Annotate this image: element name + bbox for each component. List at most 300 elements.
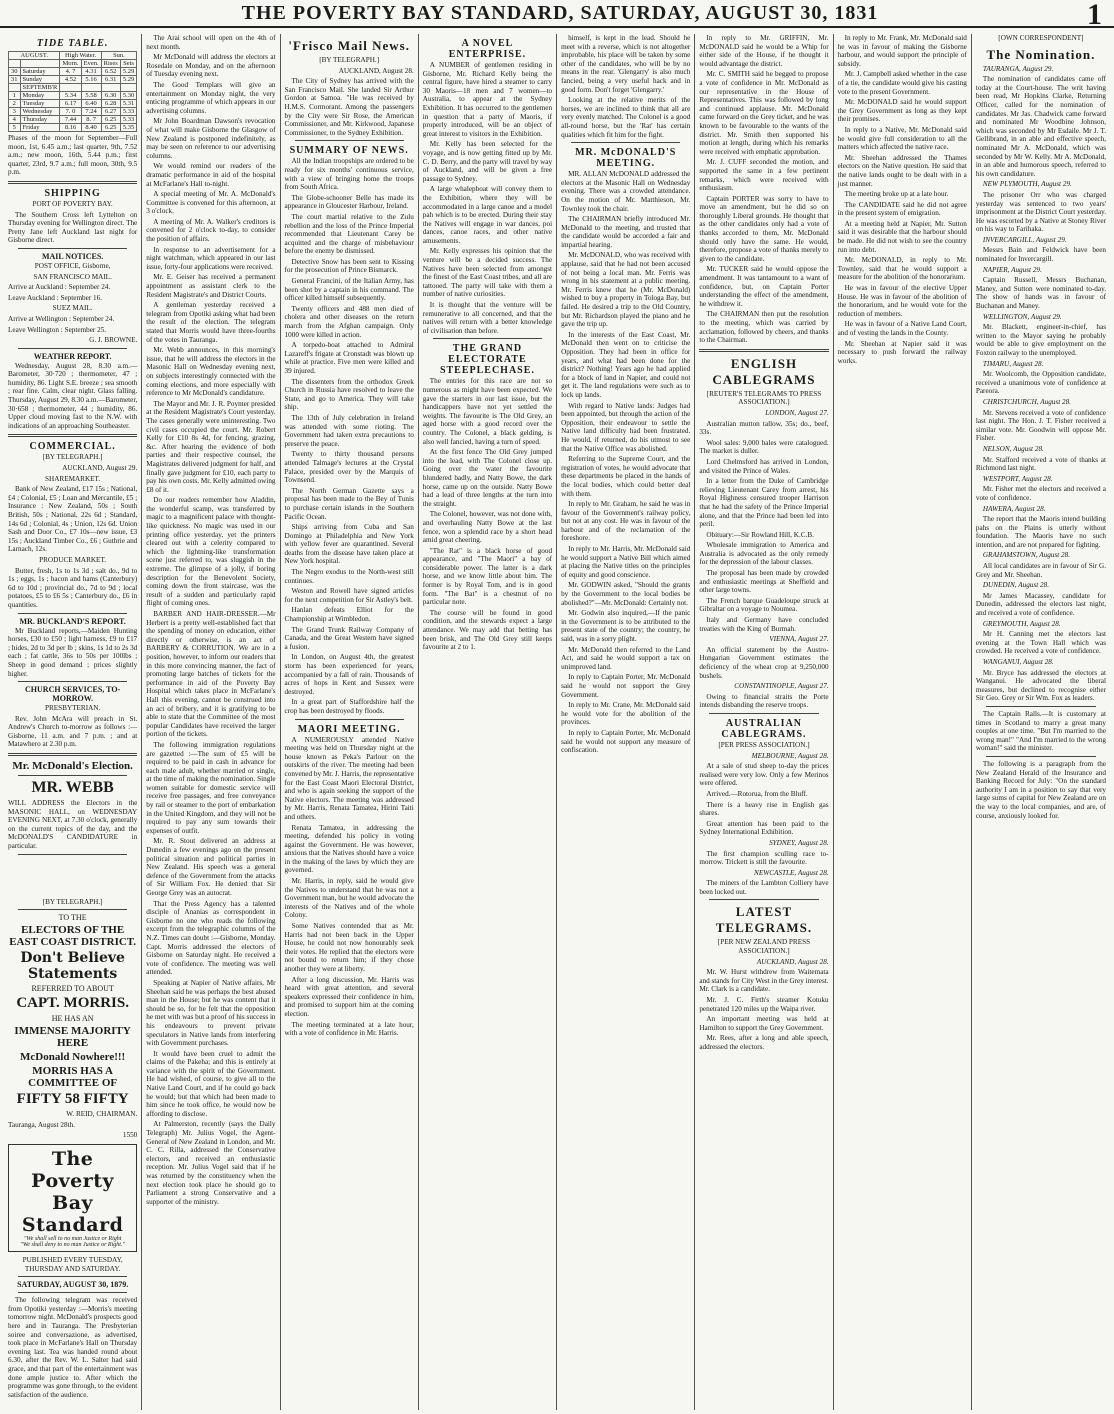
column-4 xyxy=(419,34,557,1410)
maori-paragraph: Some Natives contended that as Mr. Harris had not been back in the Upper House, he could not now honourably seek their votes. He replied that the electors were not bound to return him; if they chose another they were at liberty. xyxy=(284,922,414,973)
tide-cell: 6.52 xyxy=(101,68,120,76)
motto-1: "We shall sell to no man Justice or Right xyxy=(23,1236,122,1242)
telegram-text: Captain Russell, Messrs Buchanan, Maney, and Sutton were nominated to-day. The show of hands was in favour of Buchanan and Maney. xyxy=(975,276,1106,311)
tide-cell: 6.25 xyxy=(101,116,120,124)
nomination-date: TAURANGA, August 29. xyxy=(982,64,1054,73)
own-correspondent: [OWN CORRESPONDENT] xyxy=(998,34,1084,42)
news-paragraph: In reply to Mr. Frank, Mr. McDonald said he was in favour of making the Gisborne harbour, and would support the principle of subsidy. xyxy=(837,34,967,68)
lead-text: The following telegram was received from Opotiki yesterday :—Morris's meeting tomorrow night. McDonald's prospects good here and in Tauranga. The Presbyterian soiree and conversazione, as advertised, took place in McFarlane's Hall on Thursday evening last. Tea was handed round about 6.30, after the Rev. W. L. Salter had said grace, and that part of the entertainment was done ample justice to. After which the programme was gone through, to the evident satisfaction of the audience. xyxy=(8,1296,138,1399)
aus-cable-item: SYDNEY, August 28. xyxy=(769,838,829,847)
commercial-text2: Butter, fresh, 1s to 1s 3d ; salt do., 9d to 1s ; eggs, 1s ; bacon and hams (Canterbury) 6d to 10d ; provincial do., 7d to 9d ; local potatoes, £5 to £6 5s ; Canterbury do., £6 in quantities. xyxy=(8,566,138,609)
latest-item: An important meeting was held at Hamilton to support the Grey Government. xyxy=(699,1015,829,1032)
nomination-heading: The Nomination. xyxy=(986,46,1096,62)
capt-morris: CAPT. MORRIS. xyxy=(16,995,129,1012)
tide-cell: 8. 7 xyxy=(81,116,101,124)
weather-text: Wednesday, August 28, 8.30 a.m.—Barometer, 30·720 ; thermometer, 47 ; humidity, 86. Light S.E. breeze ; sea smooth ; rear fine. Calm, clear night. Glass falling. Thursday, August 29, 8.30 a.m.—Barometer, 30·658 ; thermometer, 44 ; humidity, 86. Upper cloud moving fast to the N.W. with indications of an approaching Southeaster. xyxy=(8,361,138,430)
english-cable-item: The French barque Guadeloupe struck at Gibraltar on a voyage to Noumea. xyxy=(699,596,829,614)
tide-cell: 5.58 xyxy=(81,92,101,100)
novel-paragraph: Mr. Kelly expresses his opinion that the venture will be a decided success. The Natives have been selected from amongst the finest of the East Coast tribes, and all are tattooed. The party will take with them a number of native curiosities. xyxy=(422,247,553,299)
tide-subhead-cell: Even. xyxy=(81,60,101,68)
summary-item: The court martial relative to the Zulu rebellion and the loss of the Prince Imperial recommended that Lieutenant Carey be acquitted and the charge of misbehaviour before the enemy be dismissed. xyxy=(284,212,414,256)
telegram-text: Mr. Blackett, engineer-in-chief, has written to the Mayor saying he probably would be able to give employment on the Foxton railway to the unemployed. xyxy=(975,323,1106,357)
mail-sub1: POST OFFICE, Gisborne, xyxy=(34,261,111,270)
english-cable-heading: ENGLISH CABLEGRAMS xyxy=(712,355,816,387)
column-3 xyxy=(281,34,419,1410)
meeting-paragraph: In reply to Mr. Graham, he said he was in favour of the Government's railway policy, but not at any cost. He was in favour of the harbour and of the reclamation of the foreshore. xyxy=(561,500,691,543)
aus-cable-item: There is a heavy rise in English gas shares. xyxy=(699,800,829,818)
column-6 xyxy=(695,34,833,1410)
mail-heading: MAIL NOTICES. xyxy=(41,251,104,261)
telegram-date: DUNEDIN, August 28. xyxy=(982,581,1050,590)
tide-cell: 5.33 xyxy=(120,108,136,116)
news-paragraph: A special meeting of Mr. A. McDonald's Committee is convened for this afternoon, at 3 o'clock. xyxy=(146,190,276,216)
tide-cell: 5.34 xyxy=(60,92,81,100)
shipping-heading: SHIPPING xyxy=(44,187,101,199)
col5-top xyxy=(561,34,690,139)
news-paragraph: At Palmerston, recently (says the Daily Telegraph) Mr. Julius Vogel, the Agent-General of New Zealand in London, and Mr. C. C. Rilla, addressed the Conservative electors, and received an enthusiastic reception. Mr. Julius Vogel said that if he was returned by the constituency when the next election took place he should go to Parliament a strong Conservative and a supporter of the ministry. xyxy=(146,1120,276,1206)
english-cable-item: Italy and Germany have concluded treaties with the King of Burmah. xyxy=(699,616,829,633)
grand-paragraph: "The Rat" is a black horse of good appearance, and "The Maori" a bay of considerable power. The latter is a dark horse, and we know little about him. The former is by Royal Tom, and is in good form. "The Bat" is a chestnut of no particular note. xyxy=(422,546,553,607)
nameplate-title: The Poverty Bay Standard xyxy=(21,1148,124,1236)
aus-cable-item: The first champion sculling race to-morrow. Trickett is still the favourite. xyxy=(699,849,829,867)
commercial-sub2: PRODUCE MARKET. xyxy=(39,555,107,564)
frisco-text: The City of Sydney has arrived with the San Francisco Mail. She landed Sir Arthur Gordon at Samoa. "He was received by H.M.S. Cormorant. Among the passengers by the City were Sir Rose, the American Commissioner, and Mr. Kirkwood, Japanese Commissioner, to the Sydney Exhibition. xyxy=(284,77,414,137)
mail-text4: Leave Wellington : September 25. xyxy=(8,325,107,334)
tide-cell: 5.16 xyxy=(81,76,101,84)
page-number: 1 xyxy=(1087,0,1102,31)
meeting-paragraph: The CHAIRMAN briefly introduced Mr. McDonald to the meeting, and trusted that the candidate would be accorded a fair and impartial hearing. xyxy=(561,215,691,249)
summary-item: The Negro exodus to the North-west still continues. xyxy=(284,568,414,585)
latest-sub: [PER NEW ZEALAND PRESS ASSOCIATION.] xyxy=(717,938,811,956)
column-7 xyxy=(834,34,972,1410)
frisco-date: AUCKLAND, August 28. xyxy=(338,66,414,75)
aus-cable-sub: [PER PRESS ASSOCIATION.] xyxy=(718,740,810,749)
tide-cell: 7.44 xyxy=(60,116,81,124)
telegram-date: NEW PLYMOUTH, August 29. xyxy=(982,180,1072,189)
maori-paragraph: Renata Tamatea, in addressing the meeting, defended his policy in voting against the Government. He was however, anxious that the Natives should have a voice in the making of the laws by which they are governed. xyxy=(284,823,414,875)
tide-cell xyxy=(120,84,136,92)
tide-cell: Sunday xyxy=(20,76,60,84)
tide-cell: 5 xyxy=(9,124,21,132)
race-paragraph: himself, is kept in the lead. Should he meet with a reverse, which is not altogether improbable, his place will be taken by some other of the candidates, who will be by no means in the rear. 'Glengarry' is also much fancied, being a very useful hack and in good form. Don't forget 'Glengarry.' xyxy=(561,34,691,94)
meeting-paragraph: Referring to the Supreme Court, and the registration of votes, he would advocate that these departments be placed in the hands of the local bodies, which could better deal with them. xyxy=(561,455,691,498)
tide-cell: 6.25 xyxy=(101,124,120,132)
tide-table xyxy=(8,51,137,132)
telegram-text: All local candidates are in favour of Sir G. Grey and Mr. Sheehan. xyxy=(975,562,1106,579)
tide-cell: 3 xyxy=(9,108,21,116)
dateline: Tauranga, August 28th. xyxy=(8,1120,75,1129)
motto-2: "We shall deny to no man Justice or Right." xyxy=(20,1242,125,1248)
grand-list xyxy=(423,377,552,651)
column-8 xyxy=(972,34,1110,1410)
summary-item: General Francini, of the Italian Army, has been shot by a captain in his command. The officer killed himself subsequently. xyxy=(284,277,414,303)
summary-item: In London, on August 4th, the greatest storm has been experienced for years, accompanied by a fall of rain. Thousands of acres of hops in Kent and Sussex were destroyed. xyxy=(284,653,414,696)
telegram-text: The prisoner Orr who was charged yesterday was sentenced to two years' imprisonment at the District Court yesterday. He was escorted by a Native at Stoney River on his way to Farihaka. xyxy=(975,190,1106,234)
english-cable-item: Obituary:—Sir Rowland Hill, K.C.B. xyxy=(706,530,814,539)
english-cable-item: Wool sales: 9,000 bales were catalogued. The market is duller. xyxy=(699,438,829,456)
grand-heading: THE GRAND ELECTORATE STEEPLECHASE. xyxy=(439,343,535,377)
news-paragraph: Mr. E. Geiser has received a permanent appointment as assistant clerk to the Resident Magistrate's and District Courts. xyxy=(146,273,276,299)
english-cable-item: LONDON, August 27. xyxy=(765,408,829,417)
english-cable-item: VIENNA, August 27. xyxy=(769,635,829,644)
webb-heading: MR. WEBB xyxy=(31,779,114,797)
tide-subhead-cell xyxy=(20,60,60,68)
news-paragraph: He was in favour of a Native Land Court, and of vesting the lands in the County. xyxy=(837,320,967,337)
telegram-date: NELSON, August 28. xyxy=(982,444,1044,453)
tide-subhead-cell: Morn. xyxy=(60,60,81,68)
news-paragraph: That the Press Agency has a talented disciple of Ananias as correspondent in Gisborne no one who reads the following excerpt from the telegraphic columns of the N.Z. Times can doubt :—Gisborne, Monday. Capt. Morris addressed the electors of Gisborne on Saturday night. He received a vote of confidence. The meeting was well attended. xyxy=(146,899,276,977)
maori-paragraph: A NUMEROUSLY attended Native meeting was held on Thursday night at the house known as Peka's Parlour on the outskirts of the river. The meeting had been convened by Mr. J. Harris, the representative for the East Coast Maori Electoral District, and who is again seeking the support of the Native electors. The meeting was addressed by Mr. Harris, Renata Tamatea, Hirini Taiti and others. xyxy=(284,735,414,821)
masthead xyxy=(0,0,1114,31)
meeting-paragraph: In reply to Mr. Crane, Mr. McDonald said he would vote for the abolition of the provinces. xyxy=(561,701,691,727)
tide-cell: 1 xyxy=(9,92,21,100)
telegram-date: TIMARU, August 28. xyxy=(982,359,1044,368)
maori-heading: MAORI MEETING. xyxy=(297,723,401,735)
english-cable-item: An official statement by the Austro-Hungarian Government estimates the deficiency of the wheat crop at 9,250,000 bushels. xyxy=(699,645,829,680)
meeting-paragraph: In reply to Captain Porter, Mr. McDonald said he would not support the Grey Government. xyxy=(561,673,691,699)
tide-head-sun: Sun. xyxy=(101,52,137,60)
mail-signature: G. J. BROWNE. xyxy=(89,336,138,345)
novel-list xyxy=(423,61,552,335)
tide-cell xyxy=(9,84,21,92)
latest-item: Mr. W. Hurst withdrew from Waitemata and stands for City West in the Grey interest. Mr. Clark is a candidate. xyxy=(699,968,829,994)
maori-list xyxy=(285,736,414,1038)
news-paragraph: The Good Templars will give an entertainment on Monday night, the very enticing programme of which appears in our advertising columns. xyxy=(146,80,276,115)
summary-item: The Grand Trunk Railway Company of Canada, and the Great Western have signed a fusion. xyxy=(284,625,414,651)
tide-subhead-cell: Sets xyxy=(120,60,136,68)
aus-cable-item: MELBOURNE, August 28. xyxy=(751,751,829,760)
tide-row xyxy=(9,108,137,116)
aus-cable-item: Arrived.—Rotorua, from the Bluff. xyxy=(706,789,808,798)
meeting-paragraph: MR. ALLAN McDONALD addressed the electors at the Masonic Hall on Wednesday evening. There was a crowded attendance. On the motion of Mr. Matthieson, Mr. Townley took the chair. xyxy=(561,170,691,213)
tide-cell: 4.31 xyxy=(81,68,101,76)
news-paragraph: Mr. Sheehan at Napier said it was necessary to push forward the railway works. xyxy=(837,339,967,365)
latest-heading: LATEST TELEGRAMS. xyxy=(715,904,813,936)
mail-sub3: SUEZ MAIL. xyxy=(52,304,93,313)
church-sub: PRESBYTERIAN. xyxy=(44,704,101,713)
telegram-text: Mr. Bryce has addressed the electors at Wanganui. He advocated the liberal measures, but declined to recognise either Sir Geo. Grey or Sir Wm. Fox as leaders. xyxy=(975,668,1106,703)
mail-text3: Arrive at Wellington : September 24. xyxy=(8,314,115,323)
tide-cell: 5.35 xyxy=(120,124,136,132)
meeting-heading: MR. McDONALD'S MEETING. xyxy=(575,147,677,170)
news-paragraph: A meeting of Mr. A. Walker's creditors is convened for 2 o'clock to-day, to consider the position of affairs. xyxy=(146,217,276,244)
tide-cell: 5.31 xyxy=(120,100,136,108)
meeting-list xyxy=(561,170,690,755)
news-paragraph: A gentleman yesterday received a telegram from Opotiki asking what had been the result of the election. The telegram stated that Morris would have three-fourths of the votes in Tauranga. xyxy=(146,301,276,344)
grand-paragraph: The Colonel, however, was not done with, and overhauling Natty Bowe at the last fence, won a splendid race by a short head amid great cheering. xyxy=(422,510,553,545)
tide-cell: 6.28 xyxy=(101,100,120,108)
english-cable-item: In a letter from the Duke of Cambridge relieving Lieutenant Carey from arrest, his Royal Highness censured trooper Harrison that he had the safety of the Prince Imperial alone, and that the Prince had been led into peril. xyxy=(699,477,829,529)
meeting-paragraph: In the interests of the East Coast, Mr. McDonald then went on to criticise the Opposition. They had been in office for years, and what had been done for the district? Nothing! Years ago he had applied for a block of land in Napier, and could not get it. The land regulations were such as to lock up lands. xyxy=(561,330,691,399)
grand-paragraph: At the first fence The Old Grey jumped into the lead, with The Colonel close up. Going over the water the favourite blundered badly, and Natty Bowe, the dark horse, came up on the outside. Natty Bowe had a lead of three lengths at the turn into the straight. xyxy=(422,448,553,508)
tide-cell: 31 xyxy=(9,76,21,84)
summary-item: Weston and Rowell have signed articles for the next competition for Sir Astley's belt. xyxy=(284,587,414,604)
telegram-date: WESTPORT, August 28. xyxy=(982,474,1053,483)
tide-cell: 4 xyxy=(9,116,21,124)
tide-cell: Monday xyxy=(20,92,60,100)
meeting-paragraph: Mr. Godwin also inquired,—If the panic in the Government is to be attributed to the present state of the country; the country, he said, was in a sorry plight. xyxy=(561,609,691,643)
race-paragraph: Looking at the relative merits of the horses, we are inclined to think that all are very evenly matched. The Colonel is a good all-round horse, but the 'Rat' has certain qualities which fit him for the fight. xyxy=(561,96,691,139)
telegram-text: Mr H. Canning met the electors last evening at the Town Hall which was crowded. He received a vote of confidence. xyxy=(975,630,1106,656)
summary-heading: SUMMARY OF NEWS. xyxy=(289,145,409,157)
telegram-text: Mr. Fisher met the electors and received a vote of confidence. xyxy=(975,485,1106,502)
shipping-subheading: PORT OF POVERTY BAY. xyxy=(32,199,113,208)
maori-paragraph: The meeting terminated at a late hour, with a vote of confidence in Mr. Harris. xyxy=(284,1020,414,1038)
latest-list xyxy=(699,958,828,1052)
commercial-by: [BY TELEGRAPH.] xyxy=(42,453,103,462)
tide-cell: 6.40 xyxy=(81,100,101,108)
tide-cell: Wednesday xyxy=(20,108,60,116)
frisco-heading: 'Frisco Mail News. xyxy=(288,38,410,53)
tide-cell xyxy=(81,84,101,92)
telegram-text: Mr. Stevens received a vote of confidence last night. The Hon. J. T. Fisher received a similar vote. Mr. Goodwin will oppose Mr. Fisher. xyxy=(975,408,1106,443)
aus-cable-item: The miners of the Lambton Colliery have been locked out. xyxy=(699,879,829,896)
tide-cell: 30 xyxy=(9,68,21,76)
tide-row xyxy=(9,68,137,76)
english-cable-item: Wholesale immigration to America and Australia is advocated as the only remedy for the depression of the labour classes. xyxy=(699,541,829,567)
nameplate xyxy=(8,1144,137,1252)
mcdonald-nowhere: McDonald Nowhere!!! xyxy=(20,1051,126,1064)
summary-item: Twenty to thirty thousand persons attended Talmage's lectures at the Crystal Palace, presided over by the Marquis of Townsend. xyxy=(284,450,414,485)
commercial-heading: COMMERCIAL. xyxy=(29,441,116,453)
tide-note: Phases of the moon for September—Full moon, 1st, 6.45 a.m.; last quarter, 9th, 7.52 a.m.; new moon, 16th, 5.44 p.m.; first quarter, 23rd, 9.7 a.m.; full moon, 30th, 9.5 p.m. xyxy=(8,134,138,177)
novel-paragraph: Mr. Kelly has been selected for the voyage, and is now getting fitted up by Mr. C. D. Berry, and the party will travel by way of Auckland, and will be given a free passage to Sydney. xyxy=(422,140,553,183)
summary-list xyxy=(285,157,414,715)
tide-head-water: High Water. xyxy=(60,52,101,60)
col8-items xyxy=(976,180,1106,820)
electors-heading: ELECTORS OF THE EAST COAST DISTRICT. xyxy=(9,924,137,949)
news-paragraph: The following immigration regulations are gazetted :—The sum of £5 will be required to be paid in cash in advance for each male adult, whether married or single, at the time of making the nomination. Single women suitable for domestic service will receive free passages, and free conveyance by rail or steamer to the port of embarkation in the United Kingdom, and they will not be required to pay any sum towards their expenses of outfit. xyxy=(146,740,276,835)
columns xyxy=(4,34,1110,1410)
news-paragraph: Mr McDonald will address the electors at Rosedale on Monday, and on the afternoon of Tuesday evening next. xyxy=(146,53,276,79)
maori-paragraph: Mr. Harris, in reply, said he would give the Natives to understand that he was not a Government man, but he would advocate the interests of the Natives and of the whole Colony. xyxy=(284,877,414,920)
tide-cell: 7. 0 xyxy=(60,108,81,116)
english-cable-item: The proposal has been made by crowded and enthusiastic meetings at Sheffield and other large towns. xyxy=(699,569,829,595)
news-paragraph: Mr. R. Stout delivered an address at Dunedin a few evenings ago on the present political situation and political parties in New Zealand. His speech was a general defence of the Government from the attacks of Sir William Fox. He denied that Sir George Grey was an autocrat. xyxy=(146,837,276,897)
masthead-title: THE POVERTY BAY STANDARD, SATURDAY, AUGUST 30, 1831 xyxy=(241,2,879,24)
committee: MORRIS HAS A COMMITTEE OF xyxy=(28,1065,118,1090)
telegram-date: GRAHAMSTOWN, August 28. xyxy=(982,551,1071,560)
meeting-paragraph: Mr. McDonald then referred to the Land Act, and said he would support a tax on unimproved land. xyxy=(561,645,691,671)
telegram-text: Mr. Woolcomb, the Opposition candidate, received a unanimous vote of confidence at Pareora. xyxy=(975,370,1106,396)
tide-title: TIDE TABLE. xyxy=(36,38,109,49)
news-paragraph: The Mayor and Mr. J. R. Poynter presided at the Resident Magistrate's Court yesterday. The cases generally were uninteresting. Two civil cases occupied the court. Mr. Robert Kelly for £10 8s 4d, for fencing, grazing, &c. After hearing the evidence of both parties and their respective counsel, the Magistrates delivered judgment for half, and finally gave judgment for £10, each party to pay his own costs. Mr. Kelly admitted owing £8 of it. xyxy=(146,399,276,494)
telegram-date: NAPIER, August 29. xyxy=(982,265,1042,274)
news-paragraph: He was in favour of the elective Upper House. He was in favour of the abolition of the honorarium, and he would vote for the reduction of members. xyxy=(837,284,967,318)
aus-cable-item: NEWCASTLE, August 28. xyxy=(754,868,829,877)
tide-cell: 5.29 xyxy=(120,68,136,76)
tide-row xyxy=(9,116,137,124)
tide-row xyxy=(9,124,137,132)
news-paragraph: We would remind our readers of the dramatic performance in aid of the hospital at McFarlane's Hall to-night. xyxy=(146,162,276,188)
referred: REFERRED TO ABOUT xyxy=(31,984,114,994)
tide-cell: Friday xyxy=(20,124,60,132)
aus-cable-item: Great attention has been paid to the Sydney International Exhibition. xyxy=(699,819,829,837)
tide-cell: 8.16 xyxy=(60,124,81,132)
news-paragraph: Mr. Sheehan addressed the Thames electors on the Native question. He said that the native lands ought to be dealt with in a just manner. xyxy=(837,153,967,188)
english-cable-item: Australian mutton tallow, 35s; do., beef, 33s. xyxy=(699,419,829,437)
english-cable-item: CONSTANTINOPLE, August 27. xyxy=(734,682,829,691)
telegram-text: Mr. Stafford received a vote of thanks at Richmond last night. xyxy=(975,455,1106,473)
tide-row xyxy=(9,76,137,84)
aus-cable-item: At a sale of stud sheep to-day the prices realised were very low. Only a few Merinos were offered. xyxy=(699,762,829,788)
tide-cell: Saturday xyxy=(20,68,60,76)
nomination-text: The nomination of candidates came off today at the Court-house. The writ having been read, Mr Hopkins Clarke, Returning Officer, called for the nomination of candidates. Mr Jas. Chadwick came forward and nominated Mr Woodbine Johnson, which was seconded by Mr Esdaile. Mr J. T. Gellibrand, in an able and effective speech, nominated Mr A. McDonald, which was seconded by Mr W. Kelly. Mr A. McDonald, in an able and humorous speech, referred to his own candidature. xyxy=(975,75,1106,178)
summary-item: Twenty officers and 488 men died of cholera and other diseases on the return march from the Afghan campaign. Only 1000 were killed in action. xyxy=(284,304,414,339)
grand-paragraph: The entries for this race are not so numerous as might have been expected. We gave the starters in our last issue, but the handicappers have not yet settled the weights. The favourite is The Old Grey, an aged horse with a good record over the country. The Colonel, a black gelding, is also well fancied, having a turn of speed. xyxy=(422,377,553,446)
news-paragraph: Mr. McDONALD said he would support the Grey Government as long as they kept their promises. xyxy=(837,98,967,124)
meeting-paragraph: Mr. TUCKER said he would oppose the amendment. It was tantamount to a want of confidence, but, on Captain Porter understanding the effect of the amendment, he withdrew it. xyxy=(699,265,829,308)
tide-row xyxy=(9,92,137,100)
webb-text: WILL ADDRESS the Electors in the MASONIC HALL, on WEDNESDAY EVENING NEXT, at 7.30 o'clock, generally on the current topics of the day, and the McDONALD'S CANDIDATURE in particular. xyxy=(8,799,138,851)
mail-sub2: SAN FRANCISCO MAIL. xyxy=(33,272,112,281)
commercial-text1: Bank of New Zealand, £17 15s ; National, £4 ; Colonial, £5 ; Loan and Mercantile, £5 ; Insurance : New Zealand, 50s ; South British, 50s ; National, 22s 6d ; Standard, 14s 6d ; Colonial, 4s ; Union, 12s 6d. Union Sash and Door Co., £7 10s—new issue, £3 15s ; Auckland Timber Co., £6 ; Guthrie and Larnach, 12s. xyxy=(8,485,138,554)
tide-cell: 6.27 xyxy=(101,108,120,116)
church-text: Rev. John McAra will preach in St. Andrew's Church to-morrow as follows :—Gisborne, 11 a.m. and 7 p.m. ; and at Matawhero at 2.30 p.m. xyxy=(8,714,138,749)
telegram-date: GREYMOUTH, August 28. xyxy=(982,619,1061,628)
tide-cell: 5.30 xyxy=(120,92,136,100)
aus-cable-list xyxy=(699,752,828,897)
meeting-paragraph: The CHAIRMAN then put the resolution to the meeting, which was carried by acclamation, followed by cheers, and thanks to the Chairman. xyxy=(699,310,829,345)
telegraph-note: [BY TELEGRAPH.] xyxy=(42,897,103,906)
meeting-paragraph: In reply to Mr. GRIFFIN, Mr. McDONALD said he would be a Whip for either side of the House, if he thought it would advantage the district. xyxy=(699,34,829,68)
mail-text1: Arrive at Auckland : September 24. xyxy=(8,283,111,292)
column-1 xyxy=(4,34,142,1410)
summary-item: A torpedo-boat attached to Admiral Lazareff's frigate at Cronstadt was blown up while at practice. Five men were killed and 39 injured. xyxy=(284,341,414,375)
news-paragraph: At a meeting held at Napier, Mr. Sutton said it was desirable that the harbour should be made. He did not wish to see the country run into debt. xyxy=(837,219,967,254)
telegram-text: The following is a paragraph from the New Zealand Herald of the Insurance and Banking Record for July: "On the standard authority I am in a position to say that very large sums of capital for New Zealand are on the way to the local companies, and are, of course, anxiously looked for. xyxy=(975,759,1106,820)
summary-item: All the Indian troopships are ordered to be ready for six months' continuous service, with a view of bringing home the troops from South Africa. xyxy=(284,157,414,192)
summary-item: The Globe-schooner Belle has made its appearance in Gloucester Harbour, Ireland. xyxy=(284,193,414,211)
novel-paragraph: It is thought that the venture will be remunerative to all concerned, and that the natives will return with a better knowledge of civilisation than before. xyxy=(422,301,553,335)
tide-cell: 6.31 xyxy=(101,76,120,84)
tide-subhead-row xyxy=(9,60,137,68)
tide-body xyxy=(9,68,137,132)
column-5 xyxy=(557,34,695,1410)
news-paragraph: Speaking at Napier of Native affairs, Mr Sheehan said he was perhaps the best abused man in the House; but he was content that it should be so, for he felt that the opposition he met with was but a proof of his success in his endeavours to prevent private speculators in Native lands from interfering with Government purchases. xyxy=(146,978,276,1048)
summary-item: Hanlan defeats Elliot for the Championship at Wimbledon. xyxy=(284,606,414,624)
meeting-paragraph: In reply to Captain Porter, Mr. McDonald said he would not support any measure of confiscation. xyxy=(561,728,691,755)
frisco-by: [BY TELEGRAPH.] xyxy=(319,56,380,64)
tide-cell: 8.40 xyxy=(81,124,101,132)
meeting-paragraph: With regard to Native lands: Judges had been appointed, but through the action of the Opposition, their endeavour to settle the Native land difficulty had been frustrated. He would, if returned, do his utmost to see that the Native Office was abolished. xyxy=(561,401,691,453)
election-heading: Mr. McDonald's Election. xyxy=(12,760,133,773)
tide-subhead-cell: Rises xyxy=(101,60,120,68)
meeting-paragraph: Captain PORTER was sorry to have to move an amendment, but he did so on thoroughly Liberal grounds. He thought that as the other candidates only had a vote of thanks accorded to them, Mr. McDonald should only have the same. He would, therefore, propose a vote of thanks merely to given to the candidate. xyxy=(699,194,829,263)
fifty: FIFTY 58 FIFTY xyxy=(16,1091,129,1108)
meeting-paragraph: Mr. GODWIN asked, "Should the grants by the Government to the local bodies be abolished?"—Mr. McDonald: Certainly not. xyxy=(561,581,691,607)
tide-row xyxy=(9,84,137,92)
news-paragraph: Do our readers remember how Aladdin, the wonderful scamp, was transferred by magic to a magnificent palace with thought-like quickness. No magic was used in our printing office yesterday, yet the printers cleared out with a celerity compared to which the lightning-like transformation scene just referred to, was sluggish in the extreme. The glimpse of a jolly, if boring description for the Benevolent Society, coming down the front staircase, was the result of a sudden and particularly rapid flight of coming ones. xyxy=(146,496,276,608)
he-has: HE HAS AN xyxy=(51,1014,94,1024)
telegram-text: Mr James Macassey, candidate for Dunedin, addressed the electors last night, and received a vote of confidence. xyxy=(975,591,1106,618)
meeting-paragraph: Mr. McDONALD, who was received with applause, said that he had not been accused of not being a local man. Mr. Ferris was wrong in his statement at a public meeting. Mr. Ferris knew that he (Mr. McDonald) wished to buy a property in Tologa Bay, but failed. He desired a trip to the Old Country, but Mr. Richardson played the piano and he gave the trip up. xyxy=(561,251,691,329)
summary-item: The 13th of July celebration in Ireland was attended with some rioting. The Government had taken extra precautions to preserve the peace. xyxy=(284,413,414,448)
telegram-date: INVERCARGILL, August 29. xyxy=(982,235,1067,244)
telegram-date: WELLINGTON, August 29. xyxy=(982,312,1062,321)
meeting-paragraph: Mr. C. SMITH said he begged to propose a vote of confidence in Mr. McDonald as our representative in the House of Representatives. This was followed by long and continued applause. Mr. McDonald came forward on the Grey ticket, and he was known to be favourable to the wants of the district. Mr. Smith then supported his motion at length, during which his remarks were received with emphatic approbation. xyxy=(699,70,829,156)
news-paragraph: In response to an advertisement for a night watchman, which appeared in our last issue, forty-four applications were received. xyxy=(146,245,276,271)
english-cable-list xyxy=(699,409,828,710)
grand-paragraph: The course will be found in good condition, and the stewards expect a large attendance. We may add that betting has been brisk, and The Old Grey still keeps favourite at 2 to 1. xyxy=(422,608,553,652)
aus-cable-heading: AUSTRALIAN CABLEGRAMS. xyxy=(721,717,807,740)
maori-paragraph: After a long discussion, Mr. Harris was heard with great attention, and several speakers expressed their confidence in him, and promised to support him at the coming election. xyxy=(284,975,414,1018)
news-paragraph: Mr. J. Campbell asked whether in the case of a tie, the candidate would give his casting vote to the present Government. xyxy=(837,70,967,96)
english-cable-item: Owing to financial straits the Porte intends disbanding the reserve troops. xyxy=(699,692,829,710)
buckland-text: Mr Buckland reports,—Maiden Hunting horses, £30 to £50 ; light harness, £9 to £17 ; hides, 2d to 3d per lb ; skins, 1s 1d to 2s 3d each ; fat cattle, 36s to 50s per 100lbs ; Sheep in good demand ; prices slightly higher. xyxy=(8,626,138,678)
telegram-text: The Captain Ralls.—It is customary at times in Scotland to marry a great many couples at one time. "But I'm married to the wrong man!" "And I'm married to the wrong woman!" said the minister. xyxy=(975,709,1106,753)
latest-item: AUCKLAND, August 28. xyxy=(756,957,829,966)
shipping-text: The Southern Cross left Lyttelton on Thursday evening for Wellington direct. The Pretty Jane left Auckland last night for Gisborne direct. xyxy=(8,210,138,245)
telegram-date: HAWERA, August 28. xyxy=(982,504,1046,513)
meeting-paragraph: In reply to Mr. Harris, Mr. McDonald said he would support a Native Bill which aimed at placing the Native titles on the principles of equity and good conscience. xyxy=(561,545,691,579)
meeting-paragraph: Mr. J. CUFF seconded the motion, and supported the same in a few pertinent remarks, which were received with enthusiasm. xyxy=(699,158,829,193)
tide-cell: Tuesday xyxy=(20,100,60,108)
tide-cell: 5.29 xyxy=(120,76,136,84)
tide-cell: Thursday xyxy=(20,116,60,124)
summary-item: Detective Snow has been sent to Kissing for the prosecution of Prince Bismarck. xyxy=(284,257,414,275)
commercial-date: AUCKLAND, August 29. xyxy=(62,464,138,473)
summary-item: Ships arriving from Cuba and San Domingo at Philadelphia and New York with yellow fever are quarantined. Several deaths from the disease have taken place at New York hospital. xyxy=(284,523,414,566)
news-paragraph: In reply to a Native, Mr. McDonald said he would give full consideration to all the matters which affected the native race. xyxy=(837,125,967,152)
tide-cell: 6.17 xyxy=(60,100,81,108)
tide-cell xyxy=(101,84,120,92)
commercial-sub1: SHAREMARKET. xyxy=(45,474,101,483)
latest-item: Mr. Rees, after a long and able speech, addressed the electors. xyxy=(699,1034,829,1051)
dont-believe: Don't Believe Statements xyxy=(20,950,125,983)
news-paragraph: The Arai school will open on the 4th of next month. xyxy=(146,34,276,51)
tide-subhead-cell xyxy=(9,60,21,68)
news-paragraph: Mr John Boardman Dawson's revocation of what will make Gisborne the Glasgow of New Zealand is postponed indefinitely, as may be seen on reference to our advertising columns. xyxy=(146,117,276,160)
tide-cell: 2 xyxy=(9,100,21,108)
summary-item: The North German Gazette says a proposal has been made to the Bey of Tunis to purchase certain islands in the Southern Pacific Ocean. xyxy=(284,486,414,521)
column-2 xyxy=(142,34,280,1410)
tide-cell: 5.33 xyxy=(120,116,136,124)
summary-item: The dissenters from the orthodox Greek Church in Russia have resolved to leave the State, and go to America. They will take ship. xyxy=(284,377,414,412)
news-paragraph: The meeting broke up at a late hour. xyxy=(844,190,949,199)
tide-cell xyxy=(60,84,81,92)
english-cable-sub: [REUTER'S TELEGRAMS TO PRESS ASSOCIATION.] xyxy=(706,389,822,407)
news-paragraph: BARBER AND HAIR-DRESSER.—Mr Herbert is a pretty well-established fact that the spending of money on education, either directly or otherwise, is an act of BARBERY & CORRUTION. We are in a position, however, to inform our readers that in this more convincing manner, the fact of promoting large batches of tickets for the performance in aid of the Poverty Bay Hospital which takes place in McFarlane's Hall this evening, cannot be construed into an act of bribery, and it is gratifying to be able to state that the Committee of the most popular Candidates have received the larger portion of the tickets. xyxy=(146,610,276,739)
tide-head-month: AUGUST. xyxy=(9,52,60,60)
news-paragraph: Mr. Webb announces, in this morning's issue, that he will address the electors in the Masonic Hall on Wednesday evening next, on subjects interestingly connected with the coming elections, and more especially with reference to Mr McDonald's candidature. xyxy=(146,346,276,398)
news-paragraph: It would have been cruel to admit the claims of the Pakeha; and this is entirely at variance with the spirit of the Government. He had wished, of course, to give all to the Native Land Court, and if he could go back he would; but that which had been made to him since he took office, he would now be affording to disclose. xyxy=(146,1049,276,1118)
english-cable-item: Lord Chelmsford has arrived in London, and visited the Prince of Wales. xyxy=(699,457,829,475)
telegram-date: CHRISTCHURCH, August 28. xyxy=(982,397,1071,406)
novel-paragraph: A large whalepboat will convey them to the Exhibition, where they will be accommodated in a large canoe and a model pah which is to be erected. During their stay the Natives will engage in war dances, poi dances, canoe races, and other native amusements. xyxy=(422,185,553,245)
telegram-text: Messrs Bain and Feldwick have been nominated for Invercargill. xyxy=(975,246,1106,264)
ad-number: 1550 xyxy=(122,1131,138,1140)
novel-heading: A NOVEL ENTERPRISE. xyxy=(448,38,527,60)
summary-item: In a great part of Staffordshire half the crop has been destroyed by floods. xyxy=(284,698,414,715)
mail-text2: Leave Auckland : September 16. xyxy=(8,293,103,302)
church-heading: CHURCH SERVICES, TO-MORROW. xyxy=(25,685,121,704)
news-paragraph: Mr. McDONALD, in reply to Mr. Townley, said that he would support a measure for the abolition of the honorarium. xyxy=(837,256,967,282)
telegram-text: The report that the Maoris intend building pahs on the Plains is utterly without foundation. The Maoris have no such intention, and are not prepared for fighting. xyxy=(975,515,1106,549)
tide-cell: 4. 7 xyxy=(60,68,81,76)
news-paragraph: The CANDIDATE said he did not agree in the present system of emigration. xyxy=(837,200,967,218)
tide-cell: 7.24 xyxy=(81,108,101,116)
buckland-heading: MR. BUCKLAND'S REPORT. xyxy=(19,616,126,626)
tide-cell: 4.52 xyxy=(60,76,81,84)
col6-top xyxy=(699,34,828,345)
tide-cell: 6.30 xyxy=(101,92,120,100)
signed: W. REID, CHAIRMAN. xyxy=(66,1110,138,1119)
weather-heading: WEATHER REPORT. xyxy=(33,351,112,361)
tide-row xyxy=(9,100,137,108)
novel-paragraph: A NUMBER of gentlemen residing in Gisborne, Mr. Richard Kelly being the central figure, have hired a steamer to carry 30 Maoris—18 men and 7 women—to Australia, to appear at the Sydney Exhibition. It has occurred to the gentlemen in question that a party of Maoris, if properly introduced, will be an object of great interest to visitors in the Exhibition. xyxy=(422,61,553,138)
issue-date: SATURDAY, AUGUST 30, 1879. xyxy=(17,1280,129,1290)
